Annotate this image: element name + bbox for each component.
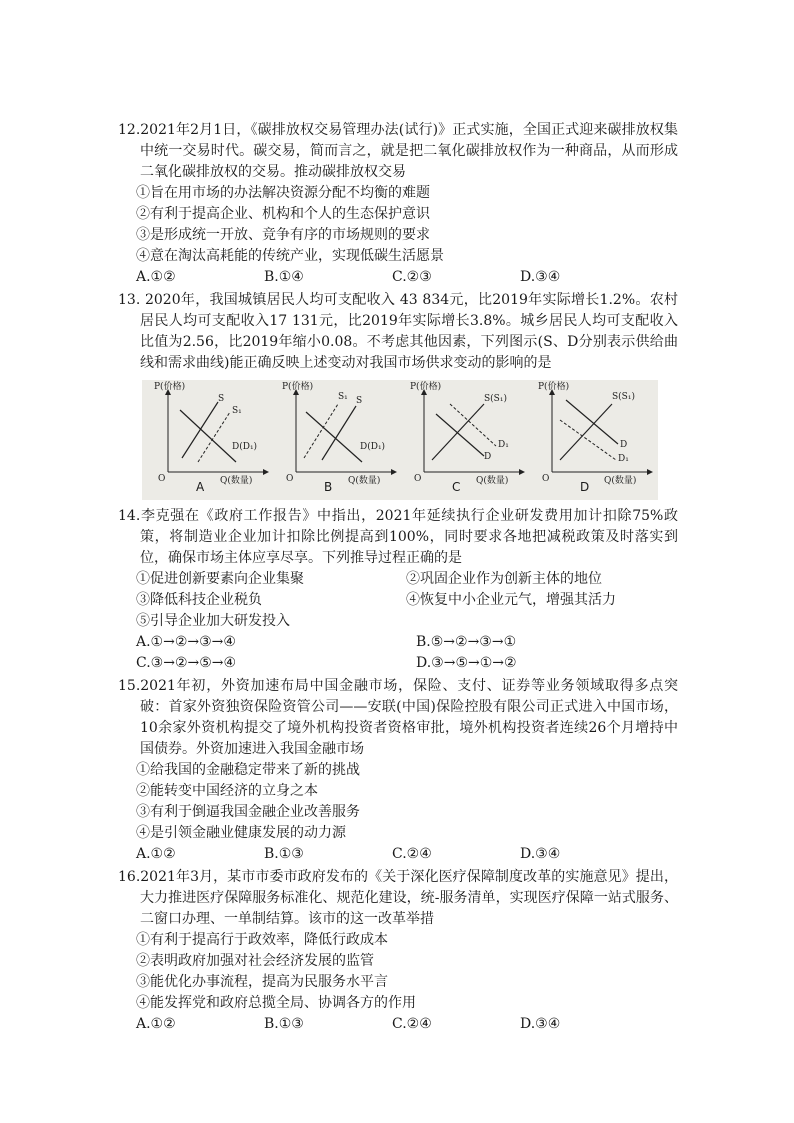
question-stem: 13. 2020年，我国城镇居民人均可支配收入 43 834元，比2019年实际增长1.2%。农村居民人均可支配收入17 131元，比2019年实际增长3.8%。城乡居民人均可支配收入比值为2.56，比2019年缩小0.08。不考虑其他因素，下列图示(S、D分别表示供给曲线和需求曲线)能正确反映上述变动对我国市场供求变动的影响的是 [118, 292, 678, 371]
graph-a [148, 380, 270, 500]
statement-1: ①促进创新要素向企业集聚 [136, 571, 304, 587]
choice-a: A.①→②→③→④ [136, 634, 236, 650]
graph-letter: D [580, 480, 590, 494]
statement-4: ④恢复中小企业元气，增强其活力 [406, 592, 616, 608]
graph-b [276, 380, 398, 500]
graph-d [532, 380, 654, 500]
question-stem: 12.2021年2月1日，《碳排放权交易管理办法(试行)》正式实施，全国正式迎来碳排放权集中统一交易时代。碳交易，简而言之，就是把二氧化碳排放权作为一种商品，从而形成二氧化碳排放权的交易。推动碳排放权交易 [118, 122, 678, 180]
choice-b: B.①③ [264, 846, 304, 862]
statement-2: ②有利于提高企业、机构和个人的生态保护意识 [136, 206, 430, 222]
statement-5: ⑤引导企业加大研发投入 [136, 613, 290, 629]
exam-page [118, 120, 678, 1037]
y-axis-label: P(价格) [282, 382, 314, 392]
choice-d: D.③④ [520, 269, 561, 285]
graph-letter: C [452, 480, 461, 494]
choice-a: A.①② [136, 269, 176, 285]
curve-label-d: D [620, 440, 628, 450]
choice-d: D.③→⑤→①→② [416, 655, 517, 671]
graph-letter: A [196, 480, 205, 494]
curve-label-s1: S₁ [232, 406, 242, 416]
statement-1: ①有利于提高行于政效率，降低行政成本 [136, 932, 388, 948]
curve-label-d1: D₁ [618, 454, 629, 464]
answer-choices [118, 267, 678, 288]
choice-d: D.③④ [520, 846, 561, 862]
origin-label: O [414, 474, 422, 484]
y-axis-label: P(价格) [154, 382, 186, 392]
x-axis-label: Q(数量) [604, 476, 637, 486]
answer-choices [118, 632, 678, 674]
choice-a: A.①② [136, 1016, 176, 1032]
choice-b: B.⑤→②→③→① [416, 634, 517, 650]
question-stem: 16.2021年3月，某市市委市政府发布的《关于深化医疗保障制度改革的实施意见》提出，大力推进医疗保障服务标准化、规范化建设，统-服务清单，实现医疗保障一站式服务、二窗口办理、一单制结算。该市的这一改革举措 [118, 869, 678, 927]
question-stem: 14.李克强在《政府工作报告》中指出，2021年延续执行企业研发费用加计扣除75%政策，将制造业企业加计扣除比例提高到100%，同时要求各地把减税政策及时落实到位，确保市场主体应享尽享。下列推导过程正确的是 [118, 508, 678, 566]
origin-label: O [542, 474, 550, 484]
statement-3: ③是形成统一开放、竞争有序的市场规则的要求 [136, 227, 430, 243]
curve-label-s: S(S₁) [612, 392, 635, 402]
statement-2: ②能转变中国经济的立身之本 [136, 783, 318, 799]
question-stem: 15.2021年初，外资加速布局中国金融市场，保险、支付、证券等业务领域取得多点突破：首家外资独资保险资管公司——安联(中国)保险控股有限公司正式进入中国市场，10余家外资机构提交了境外机构投资者资格审批，境外机构投资者连续26个月增持中国债券。外资加速进入我国金融市场 [118, 678, 678, 757]
statement-1: ①旨在用市场的办法解决资源分配不均衡的难题 [136, 185, 430, 201]
x-axis-label: Q(数量) [220, 476, 253, 486]
choice-c: C.②③ [392, 269, 432, 285]
curve-label-s: S [356, 396, 363, 406]
statement-3: ③能优化办事流程，提高为民服务水平言 [136, 974, 388, 990]
choice-b: B.①③ [264, 1016, 304, 1032]
answer-choices [118, 844, 678, 865]
graph-c [404, 380, 526, 500]
choice-b: B.①④ [264, 269, 304, 285]
y-axis-label: P(价格) [410, 382, 442, 392]
y-axis-label: P(价格) [538, 382, 570, 392]
curve-label-d1: D₁ [498, 440, 509, 450]
statement-4: ④是引领金融业健康发展的动力源 [136, 825, 346, 841]
curve-label-d: D(D₁) [232, 442, 258, 452]
choice-c: C.②④ [392, 1016, 432, 1032]
statement-3: ③降低科技企业税负 [136, 592, 262, 608]
question-12 [118, 120, 678, 288]
statement-2: ②巩固企业作为创新主体的地位 [406, 571, 602, 587]
origin-label: O [286, 474, 294, 484]
curve-label-s: S(S₁) [484, 394, 507, 404]
graph-letter: B [324, 480, 333, 494]
curve-label-d: D(D₁) [360, 442, 386, 452]
x-axis-label: Q(数量) [476, 476, 509, 486]
curve-label-d: D [484, 452, 492, 462]
choice-d: D.③④ [520, 1016, 561, 1032]
choice-c: C.③→②→⑤→④ [136, 655, 237, 671]
x-axis-label: Q(数量) [348, 476, 381, 486]
choice-a: A.①② [136, 846, 176, 862]
question-15 [118, 676, 678, 865]
question-13 [118, 290, 678, 500]
statement-1: ①给我国的金融稳定带来了新的挑战 [136, 762, 360, 778]
statement-4: ④能发挥党和政府总揽全局、协调各方的作用 [136, 995, 416, 1011]
supply-demand-graphs [142, 380, 658, 500]
question-16 [118, 867, 678, 1035]
statement-2: ②表明政府加强对社会经济发展的监管 [136, 953, 374, 969]
question-14 [118, 506, 678, 674]
statement-4: ④意在淘汰高耗能的传统产业，实现低碳生活愿景 [136, 248, 444, 264]
statement-3: ③有利于倒逼我国金融企业改善服务 [136, 804, 360, 820]
choice-c: C.②④ [392, 846, 432, 862]
answer-choices [118, 1014, 678, 1035]
curve-label-s: S [218, 394, 225, 404]
curve-label-s1: S₁ [338, 392, 348, 402]
origin-label: O [158, 474, 166, 484]
statement-grid [118, 569, 678, 632]
